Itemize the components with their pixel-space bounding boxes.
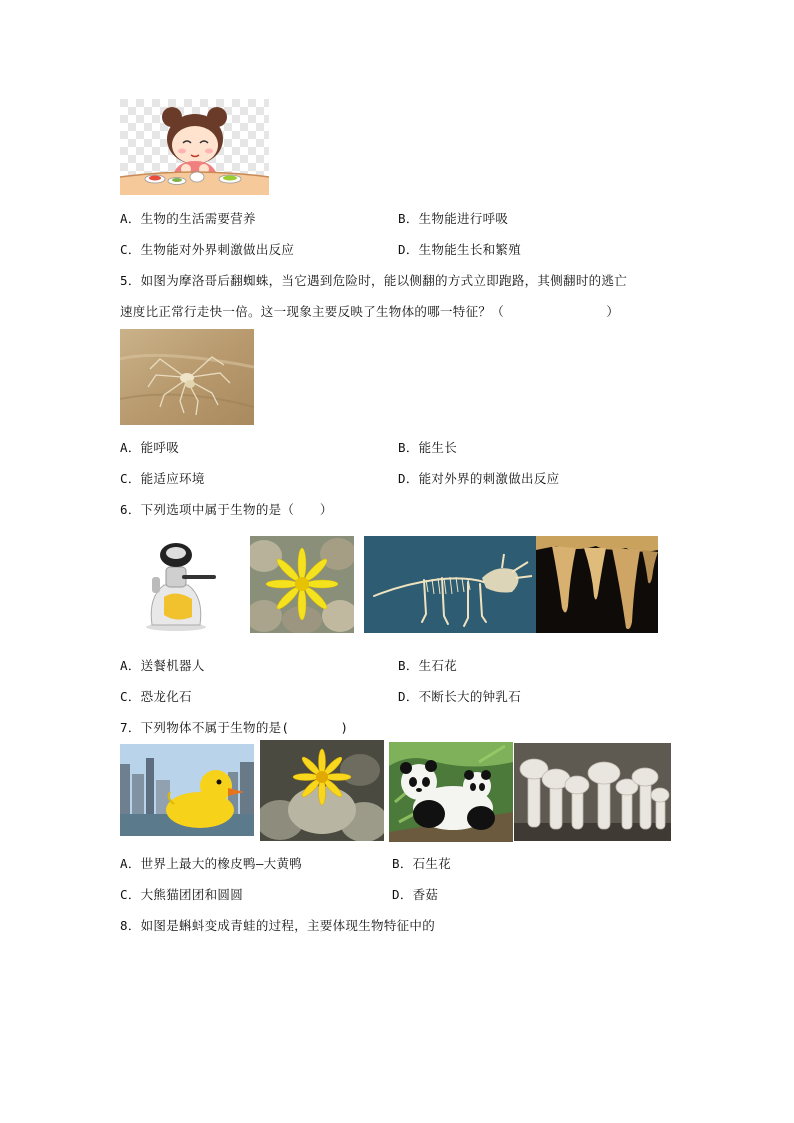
q6-option-b: B．生石花 [398,658,458,673]
q6-option-c: C．恐龙化石 [120,689,192,704]
q7-option-a: A．世界上最大的橡皮鸭—大黄鸭 [120,856,303,871]
rubber-duck-image [120,744,254,836]
q5-stem-line1: 5．如图为摩洛哥后翻蜘蛛，当它遇到危险时，能以侧翻的方式立即跑路，其侧翻时的逃亡 [120,273,628,288]
delivery-robot-image [136,537,218,633]
q5-stem-line2: 速度比正常行走快一倍。这一现象主要反映了生物体的哪一特征？（ ） [120,304,620,319]
q5-option-c: C．能适应环境 [120,471,205,486]
q4-option-b: B．生物能进行呼吸 [398,211,509,226]
q7-option-d: D．香菇 [392,887,439,902]
giant-panda-image [389,742,513,842]
q5-option-a: A．能呼吸 [120,440,180,455]
q6-stem: 6．下列选项中属于生物的是（ ） [120,502,333,517]
q7-stem: 7．下列物体不属于生物的是( ) [120,720,349,735]
q4-option-a: A．生物的生活需要营养 [120,211,256,226]
q5-option-b: B．能生长 [398,440,458,455]
mushroom-image [514,743,671,841]
stalactite-image [536,536,658,633]
spider-on-sand-image [120,329,254,425]
q6-option-a: A．送餐机器人 [120,658,205,673]
living-stone-flower-image [260,740,384,841]
q5-option-d: D．能对外界的刺激做出反应 [398,471,560,486]
q4-option-d: D．生物能生长和繁殖 [398,242,522,257]
q4-option-c: C．生物能对外界刺激做出反应 [120,242,295,257]
q7-option-b: B．石生花 [392,856,452,871]
q6-option-d: D．不断长大的钟乳石 [398,689,522,704]
q8-stem: 8．如图是蝌蚪变成青蛙的过程，主要体现生物特征中的 [120,918,436,933]
q7-option-c: C．大熊猫团团和圆圆 [120,887,244,902]
dinosaur-fossil-image [364,536,536,633]
lithops-flower-image [250,536,354,633]
girl-eating-image [120,99,269,195]
